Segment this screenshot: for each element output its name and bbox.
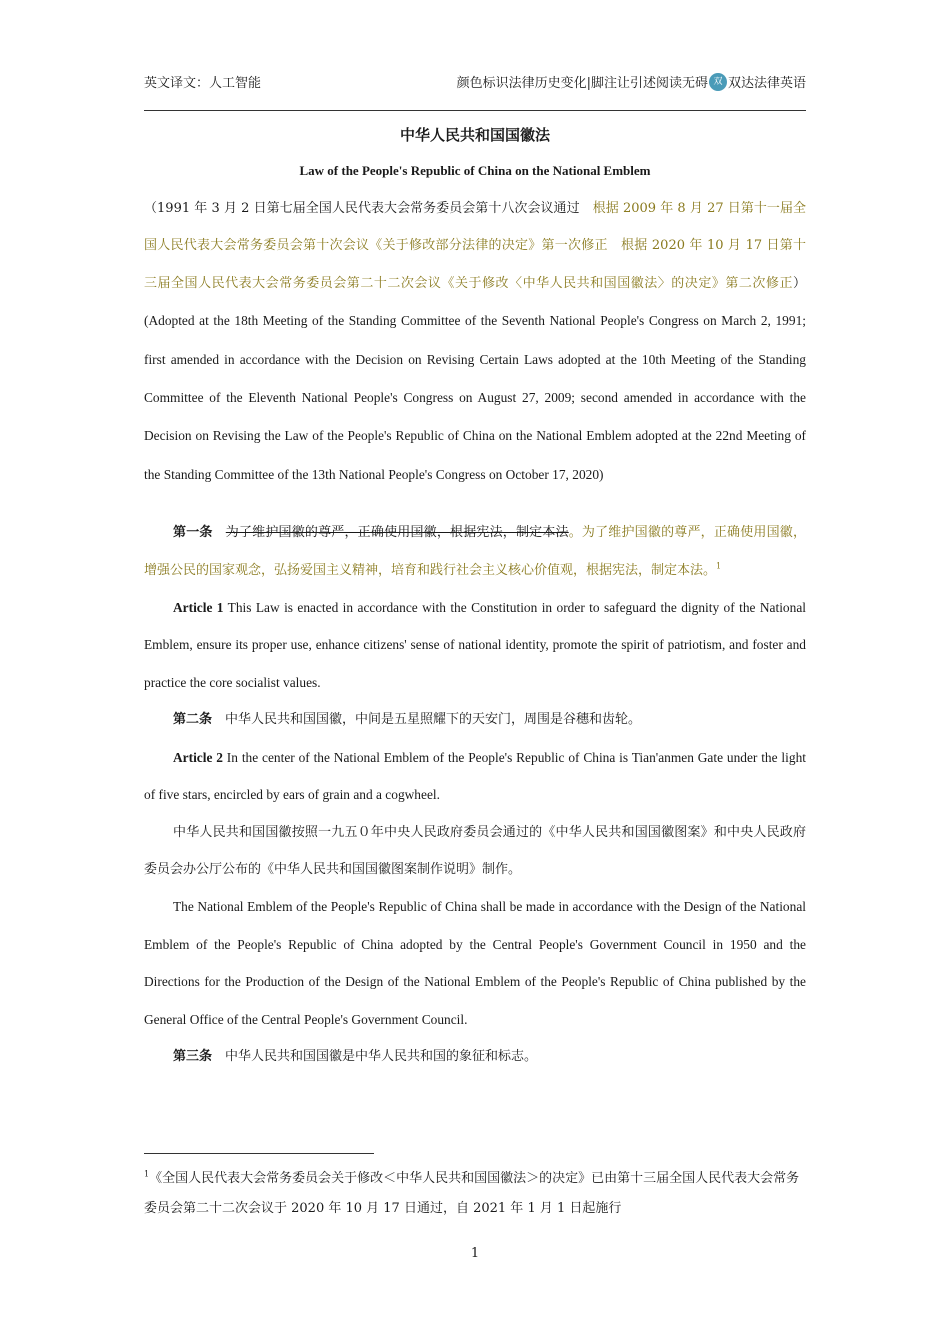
footnote-text: 《全国人民代表大会常务委员会关于修改＜中华人民共和国国徽法＞的决定》已由第十三届全国人民代表大会常务委员会第二十二次会议于 2020 年 10 月 17 日通过，自 2021 年 1 月 1 日起施行 — [144, 1171, 800, 1216]
preamble — [144, 190, 806, 494]
article-2-para-2-zh: 中华人民共和国国徽按照一九五０年中央人民政府委员会通过的《中华人民共和国国徽图案》和中央人民政府委员会办公厅公布的《中华人民共和国国徽图案制作说明》制作。 — [144, 824, 806, 877]
document-body — [144, 190, 806, 1075]
preamble-open: （1991 年 3 月 2 日第七届全国人民代表大会常务委员会第十八次会议通过 — [144, 201, 593, 216]
article-1-en-label: Article 1 — [173, 600, 224, 616]
footnote-number: 1 — [144, 1169, 150, 1179]
article-3-text: 中华人民共和国国徽是中华人民共和国的象征和标志。 — [225, 1048, 538, 1064]
document-subtitle: Law of the People's Republic of China on the National Emblem — [299, 163, 651, 178]
article-1-zh — [144, 514, 806, 589]
article-3-zh — [144, 1038, 806, 1075]
document-title: 中华人民共和国国徽法 — [399, 126, 550, 144]
footnote — [144, 1164, 806, 1224]
preamble-close: ） — [792, 275, 806, 291]
article-1-en-text: This Law is enacted in accordance with the Constitution in order to safeguard the dignity of the National Emblem, ensure its proper use, enhance citizens' sense of national identity, promote the spirit of patriotism, and foster and practice the core socialist values. — [144, 600, 806, 690]
article-2-text: 中华人民共和国国徽，中间是五星照耀下的天安门，周围是谷穗和齿轮。 — [225, 712, 642, 728]
article-2-en-label: Article 2 — [173, 749, 223, 765]
article-1-new-text: 。为了维护国徽的尊严，正确使用国徽，增强公民的国家观念，弘扬爱国主义精神，培育和践行社会主义核心价值观，根据宪法，制定本法。 — [144, 525, 806, 578]
preamble-english: (Adopted at the 18th Meeting of the Standing Committee of the Seventh National People's Congress on March 2, 1991; first amended in accordance with the Decision on Revising Certain Laws adopted at the 10th Meeting of the Standing Committee of the Eleventh National People's Congress on August 27, 2009; second amended in accordance with the Decision on Revising the Law of the People's Republic of China on the National Emblem adopted at the 22nd Meeting of the Standing Committee of the 13th National People's Congress on October 17, 2020) — [144, 313, 806, 482]
header-right-tagline: 颜色标识法律历史变化|脚注让引述阅读无碍 — [456, 76, 708, 91]
header-left: 英文译文：人工智能 — [144, 76, 262, 91]
spacer — [144, 494, 806, 514]
article-2-en — [144, 739, 806, 814]
header-right — [457, 72, 806, 91]
article-3-label: 第三条 — [173, 1048, 213, 1064]
page-number: 1 — [470, 1246, 480, 1261]
article-2-label: 第二条 — [173, 712, 213, 728]
footnote-ref[interactable]: 1 — [716, 561, 722, 571]
article-2-zh — [144, 701, 806, 738]
page-header — [144, 72, 806, 91]
article-2-en-text: In the center of the National Emblem of the People's Republic of China is Tian'anmen Gate under the light of five stars, encircled by ears of grain and a cogwheel. — [144, 749, 806, 803]
footnote-divider — [144, 1153, 374, 1154]
article-1-deleted-text: 为了维护国徽的尊严，正确使用国徽，根据宪法，制定本法 — [225, 525, 569, 541]
header-right-brand: 双达法律英语 — [727, 76, 806, 91]
article-2-para-2-en: The National Emblem of the People's Republic of China shall be made in accordance with the Design of the National Emblem of the People's Republic of China adopted by the Central People's Government Council in 1950 and the Directions for the Production of the Design of the National Emblem of the People's Republic of China published by the General Office of the Central People's Government Council. — [144, 899, 806, 1027]
preamble-amendments: 根据 2009 年 8 月 27 日第十一届全国人民代表大会常务委员会第十次会议《关于修改部分法律的决定》第一次修正 根据 2020 年 10 月 17 日第十三届全国人民代表大会常务委员会第二十二次会议《关于修改〈中华人民共和国国徽法〉的决定》第二次修正 — [144, 201, 806, 291]
header-divider — [144, 110, 806, 111]
article-1-label: 第一条 — [173, 525, 213, 541]
brand-logo-icon: 双 — [709, 73, 727, 91]
article-1-en — [144, 589, 806, 701]
